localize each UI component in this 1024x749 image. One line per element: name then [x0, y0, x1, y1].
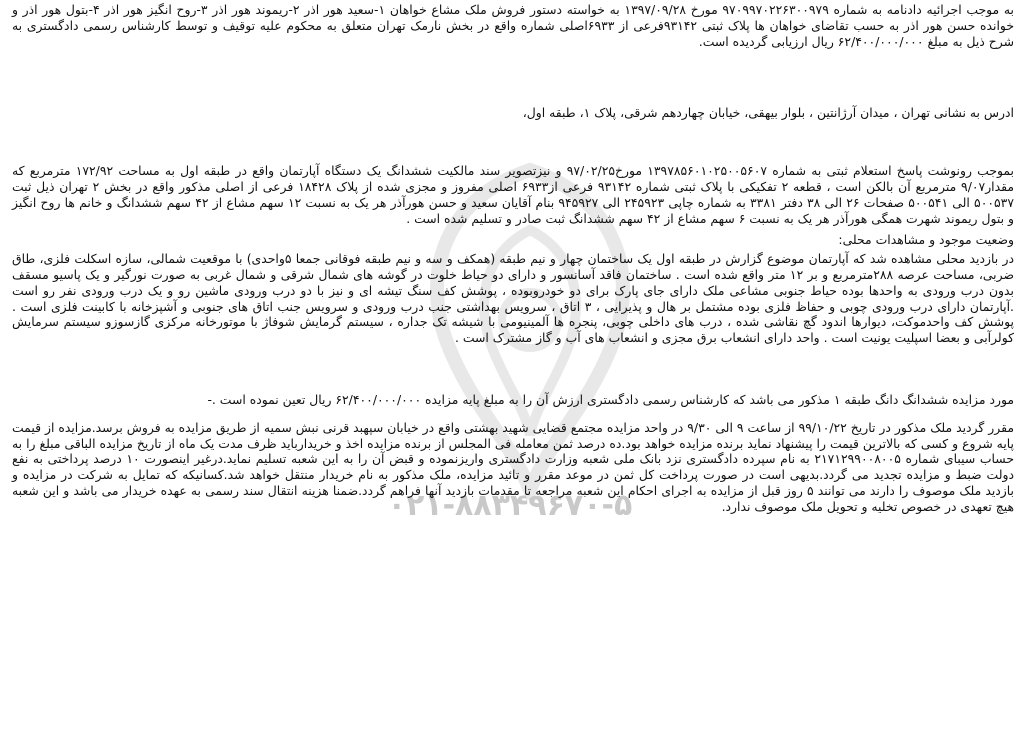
address-line: ادرس به نشانی تهران ، میدان آرژانتین ، بلوار بیهقی، خیابان چهاردهم شرقی، پلاک ۱، طبقه اول، [522, 105, 1014, 121]
observation-paragraph: در بازدید محلی مشاهده شد که آپارتمان موضوع گزارش در طبقه اول یک ساختمان چهار و نیم طبقه (همکف و سه و نیم طبقه فوقانی جمعا ۵واحدی) با موقعیت شمالی، سازه اسکلت فلزی، طاق ضربی، مساحت عرصه ۲۸۸مترمربع و بر ۱۲ متر واقع شده است . ساختمان فاقد آسانسور و دارای دو حیاط خلوت در گوشه های شمال شرقی و شمال غربی به صورت نورگیر و یک پاسیو مسقف بدون درب ورودی به واحدها بوده حیاط جنوبی مشاعی ملک دارای جای پارک برای دو خودروبوده ، پوشش کف سنگ تیشه ای و نیز با دو درب ورودی ماشین رو و یک درب ورودی نفر رو است .آپارتمان دارای درب ورودی چوبی و حفاظ فلزی بوده مشتمل بر هال و پذیرایی ، ۳ اتاق ، سرویس بهداشتی جنب درب ورودی و سرویس جنب اتاق های جنوبی و آشپزخانه با کابینت فلزی است . پوشش کف واحدموکت، دیوارها اندود گچ نقاشی شده ، درب های داخلی چوبی، پنجره ها آلمینیومی با شیشه تک جداره ، سیستم گرمایش شوفاژ با موتورخانه مرکزی گازسوزو سیستم سرمایش کولرآبی و بعضا اسپلیت یونیت است . واحد دارای انشعاب برق مجزی و انشعاب های آب و گاز مشترک است . [12, 251, 1015, 346]
auction-paragraph: مقرر گردید ملک مذکور در تاریخ ۹۹/۱۰/۲۲ از ساعت ۹ الی ۹/۳۰ در واحد مزایده مجتمع قضایی شهید بهشتی واقع در خیابان سپهبد قرنی نبش سمیه از طریق مزایده به فروش برسد.مزایده از قیمت پایه شروع و کسی که بالاترین قیمت را پیشنهاد نماید برنده مزایده خواهد بود.ده درصد ثمن معامله فی المجلس از برنده مزایده اخذ و خریدارباید ظرف مدت یک ماه از تاریخ مزایده الباقی مبلغ را به حساب سیبای شماره ۲۱۷۱۲۹۹۰۰۸۰۰۵ به نام سپرده دادگستری نزد بانک ملی شعبه وزارت دادگستری واریزنموده و قبض آن را به این شعبه تسلیم نماید.درغیر اینصورت ۱۰ درصد پرداختی به نفع دولت ضبط و مزایده تجدید می گردد.بدیهی است در صورت پرداخت کل ثمن در موعد مقرر و تائید مزایده، ملک مذکور به نام خریدار منتقل خواهد شد.کسانیکه که تمایل به شرکت در مزایده و بازدید ملک موصوف را دارند می توانند ۵ روز قبل از مزایده به اجرای احکام این شعبه مراجعه تا مقدمات بازدید آنها فراهم گردد.ضمنا هزینه انتقال سند رسمی به عهده خریدار می باشد و این شعبه هیچ تعهدی در خصوص تخلیه و تحویل ملک موصوف ندارد. [12, 419, 1014, 514]
watermark-phone: ۰۲۱-۸۸۳۴۹۶۷۰-۵ [387, 488, 633, 523]
registry-paragraph: بموجب رونوشت پاسخ استعلام ثبتی به شماره ۱۳۹۷۸۵۶۰۱۰۲۵۰۰۵۶۰۷ مورخ۹۷/۰۲/۲۵ و نیزتصویر سند مالکیت ششدانگ یک دستگاه آپارتمان واقع در طبقه اول به مساحت ۱۷۲/۹۲ مترمربع که مقدار۹/۰۷ مترمربع آن بالکن است ، قطعه ۲ تفکیکی با پلاک ثبتی شماره ۹۳۱۴۲ فرعی از۶۹۳۳ اصلی مفروز و مجزی شده از پلاک ۱۸۴۲۸ فرعی از اصلی مذکور واقع در بخش ۲ تهران ذیل ثبت ۵۰۰۵۳۷ الی ۵۰۰۵۴۱ صفحات ۲۶ الی ۳۸ دفتر ۳۳۸۱ به شماره چاپی ۲۴۵۹۲۳ الی ۹۴۵۹۲۷ بنام آقایان سعید و حسن هورآذر هر یک به نسبت ۱۲ سهم مشاع از ۴۲ سهم ششدانگ و خانم ها روح انگیز و بتول ریموند شهرت همگی هورآذر هر یک به نسبت ۶ سهم مشاع از ۴۲ سهم ششدانگ ثبت صادر و تسلیم شده است . [12, 163, 1015, 226]
section-heading: وضعیت موجود و مشاهدات محلی: [838, 232, 1014, 248]
document-body [12, 2, 1015, 523]
valuation-line: مورد مزایده ششدانگ دانگ طبقه ۱ مذکور می باشد که کارشناس رسمی دادگستری ارزش آن را به مبلغ پایه مزایده ۶۲/۴۰۰/۰۰۰/۰۰۰ ریال تعین نموده است .- [207, 391, 1014, 407]
intro-paragraph: به موجب اجرائیه دادنامه به شماره ۹۷۰۹۹۷۰۲۲۶۳۰۰۹۷۹ مورخ ۱۳۹۷/۰۹/۲۸ به خواسته دستور فروش ملک مشاع خواهان ۱-سعید هور اذر ۲-ریموند هور اذر ۳-روح انگیز هور اذر ۴-بتول هور اذر و خوانده حسن هور اذر به حسب تقاضای خواهان ها پلاک ثبتی ۹۳۱۴۲فرعی از ۶۹۳۳اصلی شماره واقع در بخش نارمک تهران متعلق به محکوم علیه توقیف و توسط کارشناس رسمی دادگستری به شرح ذیل به مبلغ ۶۲/۴۰۰/۰۰۰/۰۰۰ ریال ارزیابی گردیده است. [12, 2, 1014, 49]
